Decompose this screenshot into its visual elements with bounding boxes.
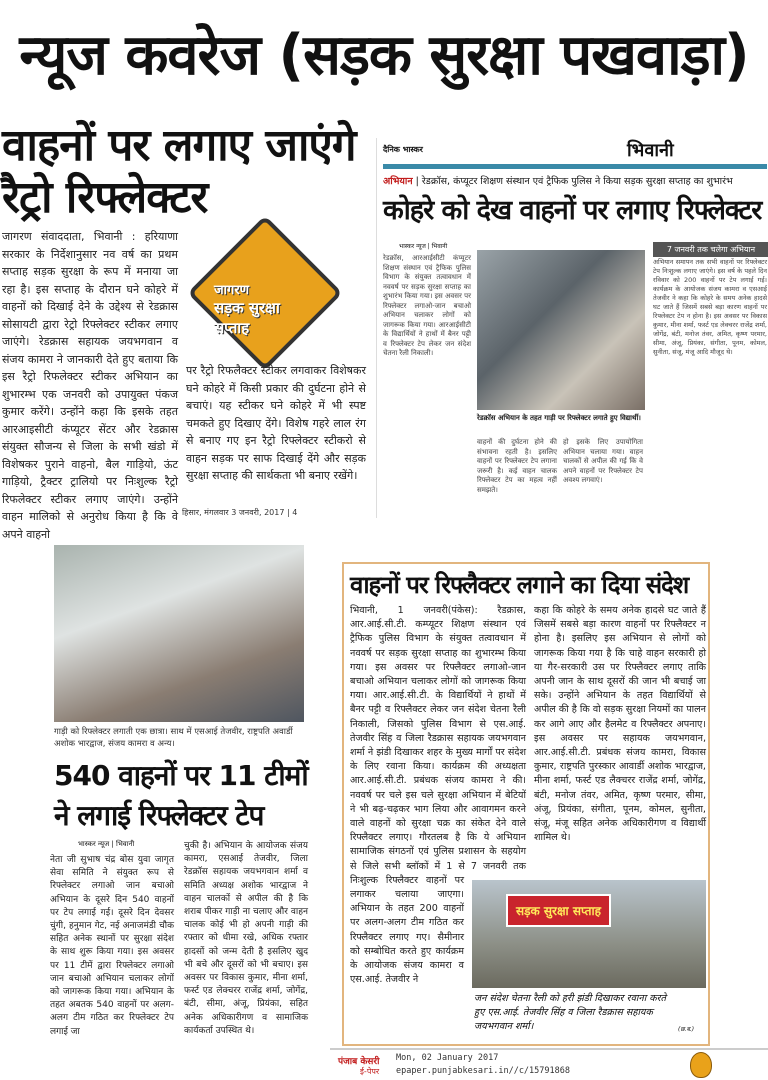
article-punjab-kesari (342, 562, 710, 1046)
sign-line: सड़क सुरक्षा (214, 299, 280, 317)
headline-line1: वाहनों पर लगाए जाएंगे (2, 120, 356, 171)
footer-logo-sub: ई-पेपर (360, 1067, 380, 1076)
article-bhaskar (376, 138, 768, 518)
sign-line: सप्ताह (214, 319, 250, 337)
article-body-col2: चुकी है। अभियान के आयोजक संजय कामरा, एसआई तेजवीर, जिला रेडक्रॉस सहायक जयभगवान शर्मा व समिति अध्यक्ष अशोक भारद्वाज ने वाहन चालकों से अपील की है कि शराब पीकर गाड़ी ना चलाए और वाहन चालक कोई भी हो अपनी गाड़ी की रफ्तार को धीमा रखे, अधिक रफ्तार हादसों को जन्म देती है इसलिए खुद भी बचे और दूसरों को भी बचाए। इस अवसर पर विकास कुमार, मीना शर्मा, फर्स्ट एड लेक्चरर राजेंद्र शर्मा, जोगेंद्र, बंटी, सीमा, अंजू, प्रियंका, सहित अनेक अधिकारीगण व सामाजिक कार्यकर्ता उपस्थित थे। (184, 841, 308, 1036)
headline: कोहरे को देख वाहनों पर लगाए रिफ्लेक्टर (383, 195, 762, 226)
news-photo (477, 250, 645, 410)
masthead: दैनिक भास्कर (383, 145, 423, 154)
news-photo (472, 880, 706, 988)
headline-line2: रैट्रो रिफ्लेक्टर (2, 172, 208, 223)
sign-line: जागरण (214, 283, 250, 298)
article-body-col2: पर रैट्रो रिफलैक्टर स्टीकर लगवाकर विशेषकर घने कोहरे में किसी प्रकार की दुर्घटना होने से बचाएं। यह स्टीकर घने कोहरे में भी स्पष्ट चमकते हुए दिखाए देंगे। विशेष गहरे लाल रंग से बनाए गए इन रैट्रो रिफ्लेक्टर स्टीकरो से वाहन सड़क पर साफ दिखाई देंगे और सड़क सुरक्षा सप्ताह की सार्थकता भी बनाए रखेंगे। (186, 364, 366, 482)
article-body-col2: वाहनों की दुर्घटना होने की संभावना रहती है। इसलिए वाहनों पर रिफ्लेक्टर टेप लगाना जरूरी है। कई वाहन चालक रिफ्लेक्टर टेप का महत्व नहीं समझते। (477, 438, 557, 494)
banner-in-photo: सड़क सुरक्षा सप्ताह (506, 894, 611, 927)
photo-caption: रेडक्रॉस अभियान के तहत गाड़ी पर रिफ्लेक्टर लगाते हुए विद्यार्थी। (477, 414, 641, 422)
sidebar-title: 7 जनवरी तक चलेगा अभियान (653, 242, 768, 257)
article-body-col1: भिवानी, 1 जनवरी(पंकेस): रैडक्रास, आर.आई.सी.टी. कम्प्यूटर शिक्षण संस्थान एवं ट्रैफिक पुलिस विभाग के संयुक्त तत्वावधान में नववर्ष पर सड़क सुरक्षा सप्ताह का शुभारम्भ किया गया। इस अवसर पर रिफ्लैक्टर लगाओ-जान बचाओ अभियान चलाकर लोगों को जागरूक किया गया। आर.आई.सी.टी. के विद्यार्थियों ने हाथों में बैनर पट्टी व रिफ्लैक्टर लेकर जन संदेश चेतना रैली निकाली, जिसको पुलिस विभाग से एस.आई. तेजवीर सिंह व जिला रैडक्रास सहायक जयभगवान शर्मा ने झंडी दिखाकर शहर के मुख्य मार्गों पर संदेश के लिए रवाना किया। कार्यक्रम की अध्यक्षता आर.आई.सी.टी. प्रबंधक संजय कामरा ने की। नववर्ष पर चले इस चले सुरक्षा अभियान में बेटियों ने भी बढ़-चढ़कर भाग लिया और आवागमन करने वाले वाहनों को सुरक्षा चक्र का संकेत देने वाले रिफ्लैक्टर लगाए। गौरतलब है कि ये अभियान सामाजिक संगठनों एवं पुलिस प्रशासन के सहयोग से जिले सभी ब्लॉकों में 1 से 7 जनवरी तक निःशुल्क रिफ्लैक्टर वाहनों पर लगाकर चलाया जाएगा। अभियान के तहत 200 वाहनों पर अलग-अलग टीम गठित कर रिफ्लैक्टर लगाए गए। सैमीनार को सम्बोधित करते हुए कार्यक्रम के आयोजक संजय कामरा व एस.आई. तेजवीर ने (350, 605, 526, 986)
photo-caption: जन संदेश चेतना रैली को हरी झंडी दिखाकर रवाना करते हुए एस.आई. तेजवीर सिंह व जिला रैडक्रास सहायक जयभगवान शर्मा। (474, 993, 667, 1033)
kicker: अभियान (383, 176, 413, 187)
page-banner-title: न्यूज कवरेज (सड़क सुरक्षा पखवाड़ा) (19, 23, 749, 88)
byline: भास्कर न्यूज | भिवानी (399, 243, 448, 250)
news-photo (54, 545, 304, 722)
owl-mascot-icon (690, 1052, 712, 1078)
footer-url[interactable]: epaper.punjabkesari.in//c/15791868 (396, 1066, 570, 1076)
byline: भास्कर न्यूज | भिवानी (78, 840, 135, 848)
article-body-col3: हो इसके लिए उपायोगिता अभियान चलाया गया। वाहन चालकों से अपील की गई कि वे अपने वाहनों पर रिफ्लेक्टर टेप अवश्य लगवाएं। (563, 438, 643, 484)
article-body-col1: जागरण संवाददाता, भिवानी : हरियाणा सरकार के निर्देशानुसार नव वर्ष का प्रथम सप्ताह सड़क सुरक्षा के रूप में मनाया जा रहा है। इस सप्ताह के दौरान घने कोहरे में वाहनों को दिखाई देने के उद्देश्य से रेडक्रास सोसायटी द्वारा रेट्रो रिफ्लेक्टर स्टीकर लगाए जाएंगे। रेडक्रास सहायक जयभगवान व संजय कामरा ने जानकारी देते हुए बताया कि इस रैट्रो रिफलेक्टर स्टीकर अभियान का शुभारम्भ एक जनवरी को उपायुक्त पंकज कुमार करेंगे। उन्होंने कहा कि इसके तहत आरआइसीटी कंप्यूटर सेंटर और रेडक्रास संयुक्त सौजन्य से जिला के सभी खंडो में विशेषकर पुराने वाहनो, बैल गाड़ियो, ऊंट गाड़ियो, ट्रैक्टर ट्रालियो पर निःशुल्क रैट्रो रिफलेक्टर स्टीकर लगाए जाएंगे। उन्होंने वाहन मालिको से अनुरोध किया है कि वे अपने वाहनो (2, 230, 178, 541)
epaper-footer (330, 1048, 768, 1080)
city-name: भिवानी (627, 140, 674, 161)
article-bhaskar-540 (44, 540, 334, 1060)
article-body-col1: रेडक्रॉस, आरआईसीटी कंप्यूटर शिक्षण संस्थान एवं ट्रैफिक पुलिस विभाग के संयुक्त तत्वावधान में नववर्ष पर सड़क सुरक्षा सप्ताह का शुभारंभ किया गया। इस अवसर पर रिफ्लेक्टर लगाओ-जान बचाओ अभियान चलाकर लोगों को जागरूक किया गया। आरआईसीटी के विद्यार्थियों ने हाथों में बैनर पट्टी व रिफ्लेक्टर टेप लेकर जन संदेश चेतना रैली निकाली। (383, 254, 471, 357)
article-body-col1: नेता जी सुभाष चंद्र बोस युवा जागृत सेवा समिति ने संयुक्त रूप से रिफ्लेक्टर लगाओ जान बचाओ अभियान के दूसरे दिन 540 वाहनों पर टेप लगाई गई। दूसरे दिन देवसर चुंगी, हनुमान गेट, नई अनाजमंडी चौक सहित अनेक स्थानों पर सुरक्षा संदेश के साथ शुरू किया गया। इस अवसर पर 11 टीमें द्वारा रिफ्लेक्टर लगाओ जान बचाओ अभियान चलाकर लोगों को जागरूक किया गया। अभियान के तहत अबतक 540 वाहनों पर अलग-अलग टीम गठित कर रिफ्लेक्टर टेप लगाई जा (50, 855, 174, 1037)
divider (383, 164, 767, 169)
headline-line2: ने लगाई रिफ्लेक्टर टेप (54, 799, 264, 832)
headline: वाहनों पर रिफ्लैक्टर लगाने का दिया संदेश (350, 571, 689, 599)
photo-credit: (छ.ब.) (678, 1026, 695, 1033)
dateline: हिसार, मंगलवार 3 जनवरी, 2017 | 4 (182, 508, 298, 517)
sidebar-text: अभियान समापन तक सभी वाहनों पर रिफ्लेक्टर टेप निःशुल्क लगाए जाएंगे। इस वर्ष के पहले दिन रविवार को 200 वाहनों पर टेप लगाई गई। कार्यक्रम के आयोजक संजय कामरा व एसआई तेजवीर ने कहा कि कोहरे के समय अनेक हादसे घट जाते हैं जिसमें सबसे बड़ा कारण वाहनों पर रिफ्लेक्टर टेप न होना है। इस अवसर पर विकास कुमार, मीना शर्मा, फर्स्ट एड लेक्चरर राजेंद्र शर्मा, जोगेंद्र, बंटी, मनोज तंवर, अमित, कृष्ण परमार, सीमा, अंजू, प्रियंका, संगीता, पूनम, कोमल, सुनीता, संजू, मंजू आदि मौजूद थे। (653, 258, 767, 356)
photo-caption: गाड़ी को रिफ्लेक्टर लगाती एक छात्रा। साथ में एसआई तेजवीर, राष्ट्रपति अवार्डी अशोक भारद्वाज, संजय कामरा व अन्य। (54, 727, 293, 749)
headline-line1: 540 वाहनों पर 11 टीमों (54, 759, 308, 792)
footer-date: Mon, 02 January 2017 (396, 1053, 499, 1063)
footer-logo: पंजाब केसरी (338, 1057, 380, 1067)
sign-text (214, 280, 324, 338)
article-body-col2: कहा कि कोहरे के समय अनेक हादसे घट जाते हैं जिसमें सबसे बड़ा कारण वाहनों पर रिफ्लैक्टर न होना है। इसलिए इस अभियान से लोगों को जागरूक किया गया है कि चाहे वाहन सरकारी हो या गैर-सरकारी उस पर रिफ्लैक्टर लगाए ताकि अपनी जान के साथ दूसरों की जान भी बचाई जा सके। उन्होंने अभियान के तहत विद्यार्थियों से अपील की है कि वो सड़क सुरक्षा नियमों का पालन कर आगे आए और हैलमेट व रिफ्लैक्टर अपनाए। इस अवसर पर सहायक जयभगवान, आर.आई.सी.टी. प्रबंधक संजय कामरा, विकास कुमार, राष्ट्रपति पुरस्कार आवार्डी अशोक भारद्वाज, मीना शर्मा, फर्स्ट एड लैक्चरर राजेंद्र शर्मा, जोगेंद्र, बंटी, मनोज तंवर, अमित, कृष्ण परमार, सीमा, अंजू, प्रियंका, संगीता, पूनम, कोमल, सुनीता, संजू, मंजू सहित अनेक अधिकारीगण व विद्यार्थी शामिल थे। (534, 605, 706, 844)
subhead: अभियान | रेडक्रॉस, कंप्यूटर शिक्षण संस्थान एवं ट्रैफिक पुलिस ने किया सड़क सुरक्षा सप्ताह का शुभारंभ (383, 176, 733, 187)
subhead-text: रेडक्रॉस, कंप्यूटर शिक्षण संस्थान एवं ट्रैफिक पुलिस ने किया सड़क सुरक्षा सप्ताह का शुभारंभ (421, 176, 733, 187)
road-safety-sign (200, 228, 320, 348)
